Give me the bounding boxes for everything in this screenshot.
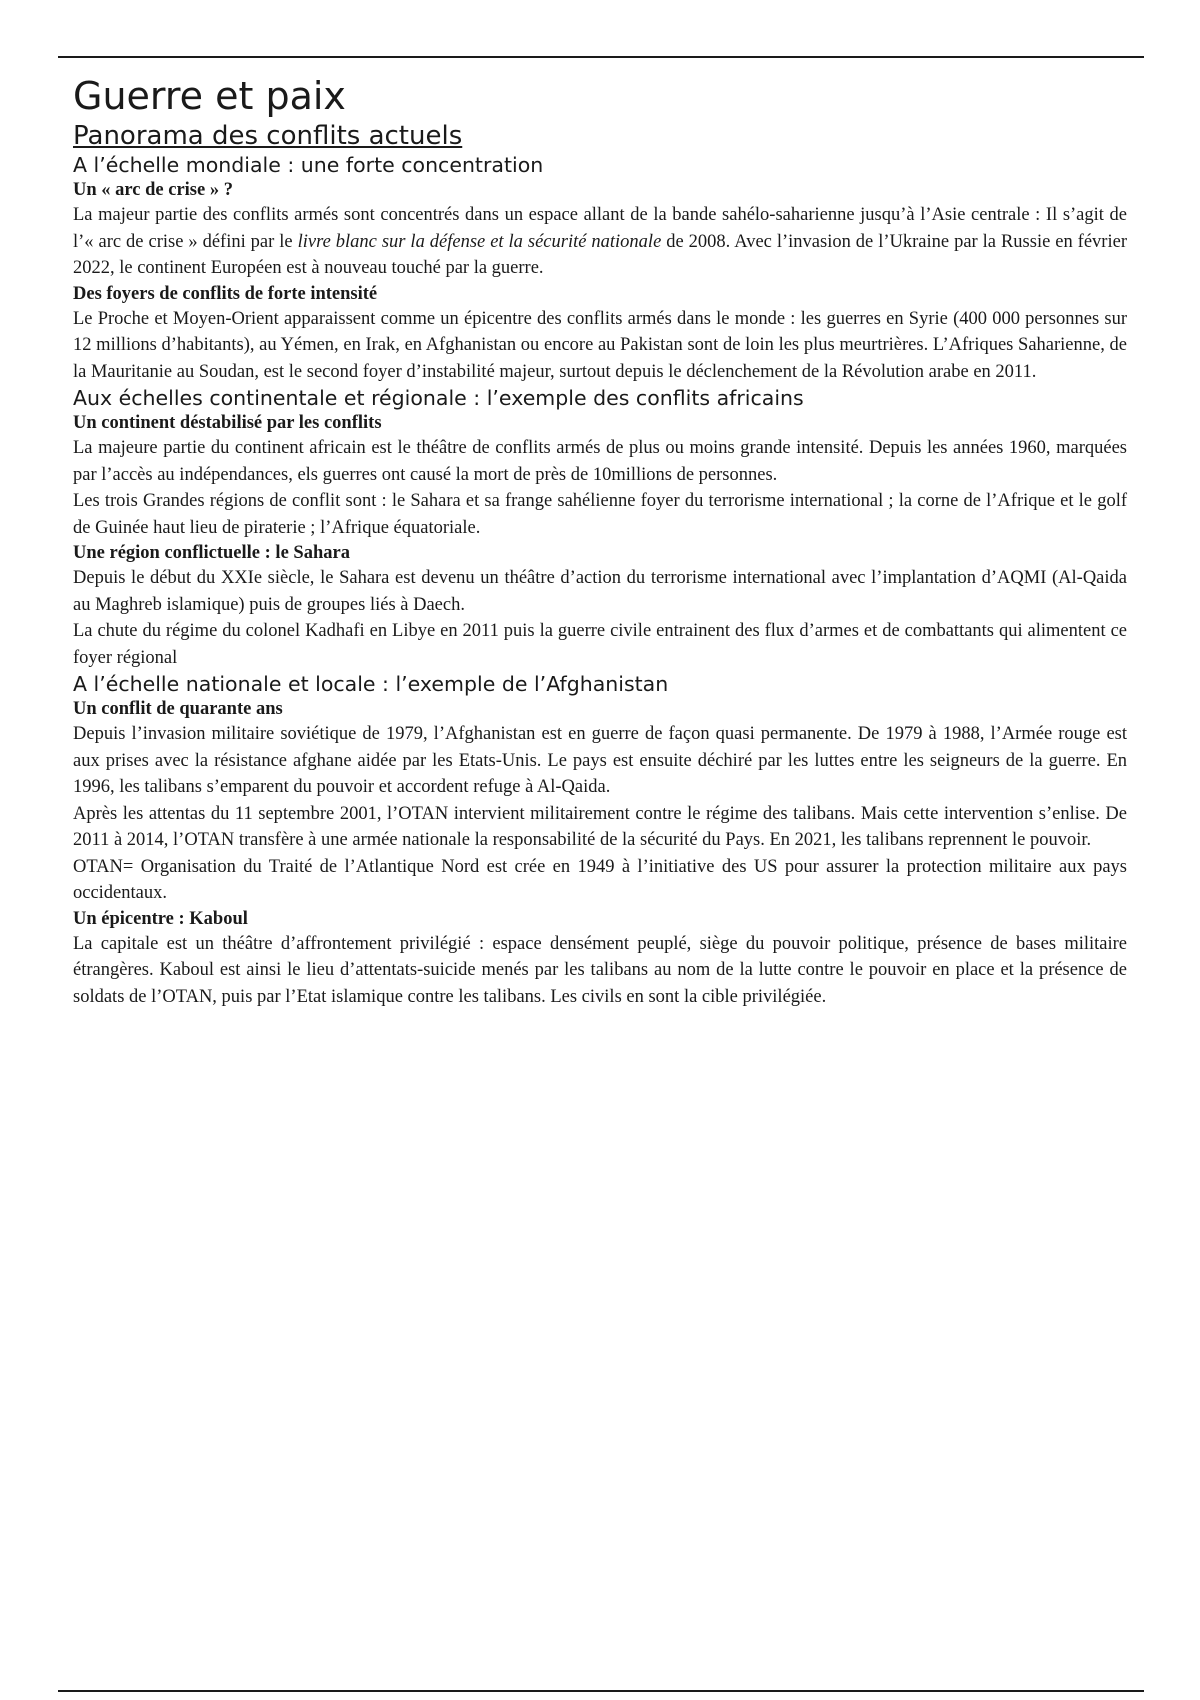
paragraph-kaboul: La capitale est un théâtre d’affrontement privilégié : espace densément peuplé, siège du pouvoir politique, présence de bases militaire étrangères. Kaboul est ainsi le lieu d’attentats-suicide menés par les talibans au nom de la lutte contre le pouvoir en place et la présence de soldats de l’OTAN, puis par l’Etat islamique contre les talibans. Les civils en sont la cible privilégiée. (73, 933, 1127, 1007)
livre-blanc-title: livre blanc sur la défense et la sécurité nationale (297, 231, 662, 252)
section-heading-continentale: Aux échelles continentale et régionale : l’exemple des conflits africains (73, 386, 804, 410)
paragraph-invasion: Depuis l’invasion militaire soviétique de 1979, l’Afghanistan est en guerre de façon quasi permanente. De 1979 à 1988, l’Armée rouge est aux prises avec la résistance afghane aidée par les Etats-Unis. Le pays est ensuite déchiré par les luttes entre les seigneurs de la guerre. En 1996, les talibans s’emparent du pouvoir et accordent refuge à Al-Qaida. (73, 724, 1127, 797)
paragraph-sahara: Depuis le début du XXIe siècle, le Sahara est devenu un théâtre d’action du terrorisme international avec l’implantation d’AQMI (Al-Qaida au Maghreb islamique) puis de groupes liés à Daech. (73, 568, 1127, 615)
subheading-sahara: Une région conflictuelle : le Sahara (73, 543, 350, 563)
paragraph-regions: Les trois Grandes régions de conflit sont : le Sahara et sa frange sahélienne foyer du terrorisme international ; la corne de l’Afrique et le golf de Guinée haut lieu de piraterie ; l’Afrique équatoriale. (73, 491, 1127, 538)
bottom-rule (58, 1690, 1144, 1692)
paragraph-arc-de-crise (73, 202, 1127, 282)
paragraph-foyers: Le Proche et Moyen-Orient apparaissent comme un épicentre des conflits armés dans le monde : les guerres en Syrie (400 000 personnes sur 12 millions d’habitants), au Yémen, en Irak, en Afghanistan ou encore au Pakistan sont de loin les plus meurtrières. L’Afriques Saharienne, de la Mauritanie au Soudan, est le second foyer d’instabilité majeur, surtout depuis le déclenchement de la Révolution arabe en 2011. (73, 308, 1127, 382)
paragraph-arc-de-crise-part1: La majeur partie des conflits armés sont concentrés dans un espace allant de la bande sahélo-saharienne jusqu’à l’Asie centrale : Il s’agit de l’« arc de crise » défini par le (73, 205, 1127, 252)
section-heading-mondiale: A l’échelle mondiale : une forte concentration (73, 153, 544, 177)
subheading-foyers: Des foyers de conflits de forte intensité (73, 283, 378, 304)
paragraph-kadhafi: La chute du régime du colonel Kadhafi en Libye en 2011 puis la guerre civile entrainent des flux d’armes et de combattants qui alimentent ce foyer régional (73, 621, 1127, 668)
subheading-arc-de-crise: Un « arc de crise » ? (73, 180, 233, 200)
paragraph-otan-intervention: Après les attentas du 11 septembre 2001, l’OTAN intervient militairement contre le régime des talibans. Mais cette intervention s’enlise. De 2011 à 2014, l’OTAN transfère à une armée nationale la responsabilité de la sécurité du Pays. En 2021, les talibans reprennent le pouvoir. (73, 803, 1127, 850)
section-heading-nationale: A l’échelle nationale et locale : l’exemple de l’Afghanistan (73, 672, 669, 696)
document-content (73, 72, 1127, 1010)
document-subtitle: Panorama des conflits actuels (73, 121, 463, 151)
paragraph-continent: La majeure partie du continent africain est le théâtre de conflits armés de plus ou moins grande intensité. Depuis les années 1960, marquées par l’accès au indépendances, els guerres ont causé la mort de près de 10millions de personnes. (73, 438, 1127, 485)
top-rule (58, 56, 1144, 58)
paragraph-arc-de-crise-part2: de 2008. Avec l’invasion de l’Ukraine par la Russie en février 2022, le continent Européen est à nouveau touché par la guerre. (73, 231, 1127, 278)
document-title: Guerre et paix (73, 74, 346, 118)
subheading-kaboul: Un épicentre : Kaboul (73, 908, 248, 929)
subheading-quarante-ans: Un conflit de quarante ans (73, 699, 283, 719)
paragraph-otan-definition: OTAN= Organisation du Traité de l’Atlantique Nord est crée en 1949 à l’initiative des US pour assurer la protection militaire aux pays occidentaux. (73, 856, 1127, 903)
subheading-continent: Un continent déstabilisé par les conflits (73, 413, 382, 433)
